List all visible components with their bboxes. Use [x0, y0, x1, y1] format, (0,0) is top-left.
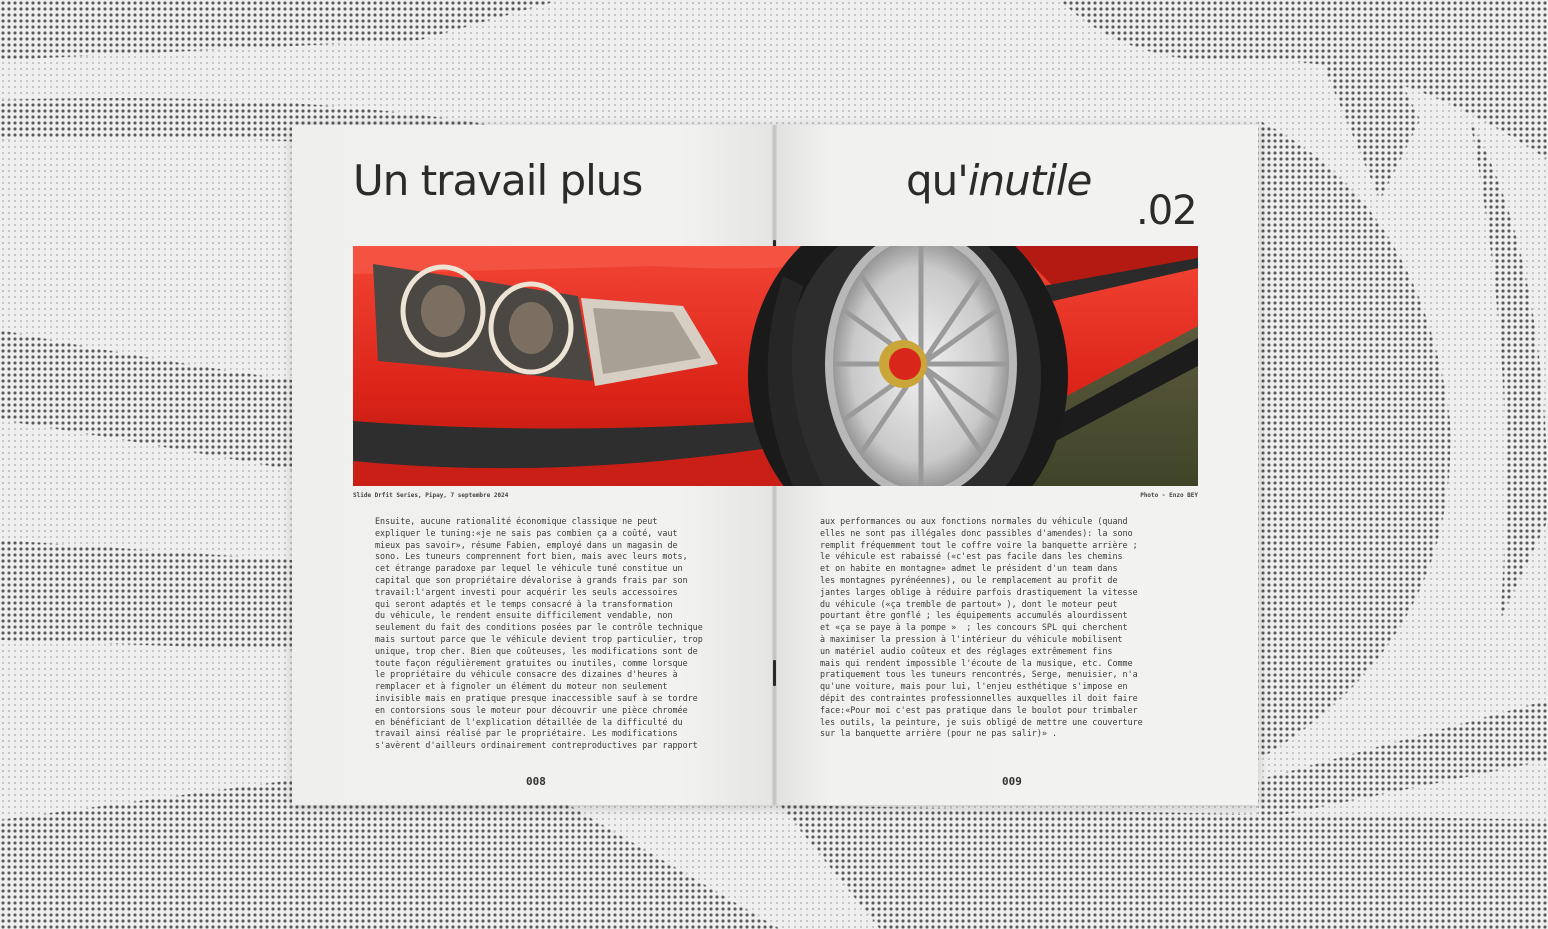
title-right — [906, 156, 1091, 205]
photo-credit: Photo - Enzo BEY — [1140, 492, 1198, 499]
body-right-line: pratiquement tous les tuneurs rencontrés, Serge, menuisier, n'a — [820, 669, 1138, 680]
body-right-line: elles ne sont pas illégales donc passibles d'amendes): la sono — [820, 527, 1133, 538]
body-left-line: cet étrange paradoxe par lequel le véhicule tuné constitue un — [375, 563, 683, 574]
title-left: Un travail plus — [353, 156, 643, 205]
body-left-line: seulement du fait des conditions posées par le contrôle technique — [375, 622, 703, 633]
car-photo — [353, 246, 1198, 486]
body-left-line: travail ainsi réalisé par le propriétaire. Les modifications — [375, 728, 678, 739]
body-left-line: mais surtout parce que le véhicule devient trop particulier, trop — [375, 633, 703, 644]
body-right-line: les montagnes pyrénéennes), ou le remplacement au profit de — [820, 574, 1118, 585]
body-left-line: Ensuite, aucune rationalité économique classique ne peut — [375, 516, 658, 526]
chapter-number: .02 — [1136, 188, 1197, 234]
body-left-line: en bénéficiant de l'explication détaillée de la difficulté du — [375, 716, 683, 727]
body-right-line: du véhicule («ça tremble de partout» ), dont le moteur peut — [820, 598, 1118, 609]
body-left-line: qui seront adaptés et le temps consacré à la transformation — [375, 598, 673, 609]
bottom-staple — [773, 660, 776, 686]
body-right-line: qu'une voiture, mais pour lui, l'enjeu esthétique s'impose en — [820, 681, 1128, 692]
body-right-line: le véhicule est rabaissé («c'est pas facile dans les chemins — [820, 551, 1123, 562]
body-right-line: mais qui rendent impossible l'écoute de la musique, etc. Comme — [820, 657, 1133, 668]
title-right-italic: inutile — [967, 156, 1092, 205]
body-left-line: expliquer le tuning:«je ne sais pas combien ça a coûté, vaut — [375, 527, 678, 538]
body-left-line: en contorsions sous le moteur pour découvrir une pièce chromée — [375, 704, 688, 715]
body-right-line: à maximiser la pression à l'intérieur du véhicule mobilisent — [820, 633, 1123, 644]
body-right-line: aux performances ou aux fonctions normales du véhicule (quand — [820, 516, 1128, 526]
body-left-line: unique, trop cher. Bien que coûteuses, les modifications sont de — [375, 645, 698, 656]
page-number-right: 009 — [1002, 775, 1022, 788]
magazine-spread — [292, 125, 1258, 805]
body-left-line: toute façon régulièrement gratuites ou inutiles, comme lorsque — [375, 657, 688, 668]
body-right-line: les outils, la peinture, je suis obligé de mettre une couverture — [820, 716, 1143, 727]
body-right-line: et «ça se paye à la pompe » ; les concours SPL qui cherchent — [820, 622, 1128, 633]
body-left-line: invisible mais en pratique presque inaccessible sauf à se tordre — [375, 692, 698, 703]
body-right-line: sur la banquette arrière (pour ne pas salir)» . — [820, 728, 1057, 739]
body-right-line: remplit fréquemment tout le coffre voire la banquette arrière ; — [820, 539, 1138, 550]
body-left-line: sono. Les tuneurs comprennent fort bien, mais avec leurs mots, — [375, 551, 688, 562]
body-right-line: face:«Pour moi c'est pas pratique dans le boulot pour trimbaler — [820, 704, 1138, 715]
body-left-line: capital que son propriétaire dévalorise à grands frais par son — [375, 574, 688, 585]
body-left-line: le propriétaire du véhicule consacre des dizaines d'heures à — [375, 669, 678, 680]
photo-caption: Slide Drfit Series, Pipay, 7 septembre 2024 — [353, 492, 509, 499]
body-left-line: mieux pas savoir», résume Fabien, employé dans un magasin de — [375, 539, 678, 550]
body-right-line: dépit des contraintes professionnelles auxquelles il doit faire — [820, 692, 1138, 703]
body-right-line: un matériel audio coûteux et des réglages extrêmement fins — [820, 645, 1113, 656]
body-left-line: s'avèrent d'ailleurs ordinairement contreproductives par rapport — [375, 740, 698, 751]
body-text-left — [375, 516, 703, 752]
body-text-right — [820, 516, 1143, 740]
body-left-line: travail:l'argent investi pour acquérir les seuls accessoires — [375, 586, 678, 597]
body-left-line: remplacer et à fignoler un élément du moteur non seulement — [375, 681, 668, 692]
body-right-line: jantes larges oblige à réduire parfois drastiquement la vitesse — [820, 586, 1138, 597]
title-right-plain: qu' — [906, 156, 968, 205]
body-right-line: pourtant être gonflé ; les équipements accumulés alourdissent — [820, 610, 1128, 621]
page-number-left: 008 — [526, 775, 546, 788]
body-right-line: et on habite en montagne» admet le président d'un team dans — [820, 563, 1118, 574]
body-left-line: du véhicule, le rendent ensuite difficilement vendable, non — [375, 610, 673, 621]
